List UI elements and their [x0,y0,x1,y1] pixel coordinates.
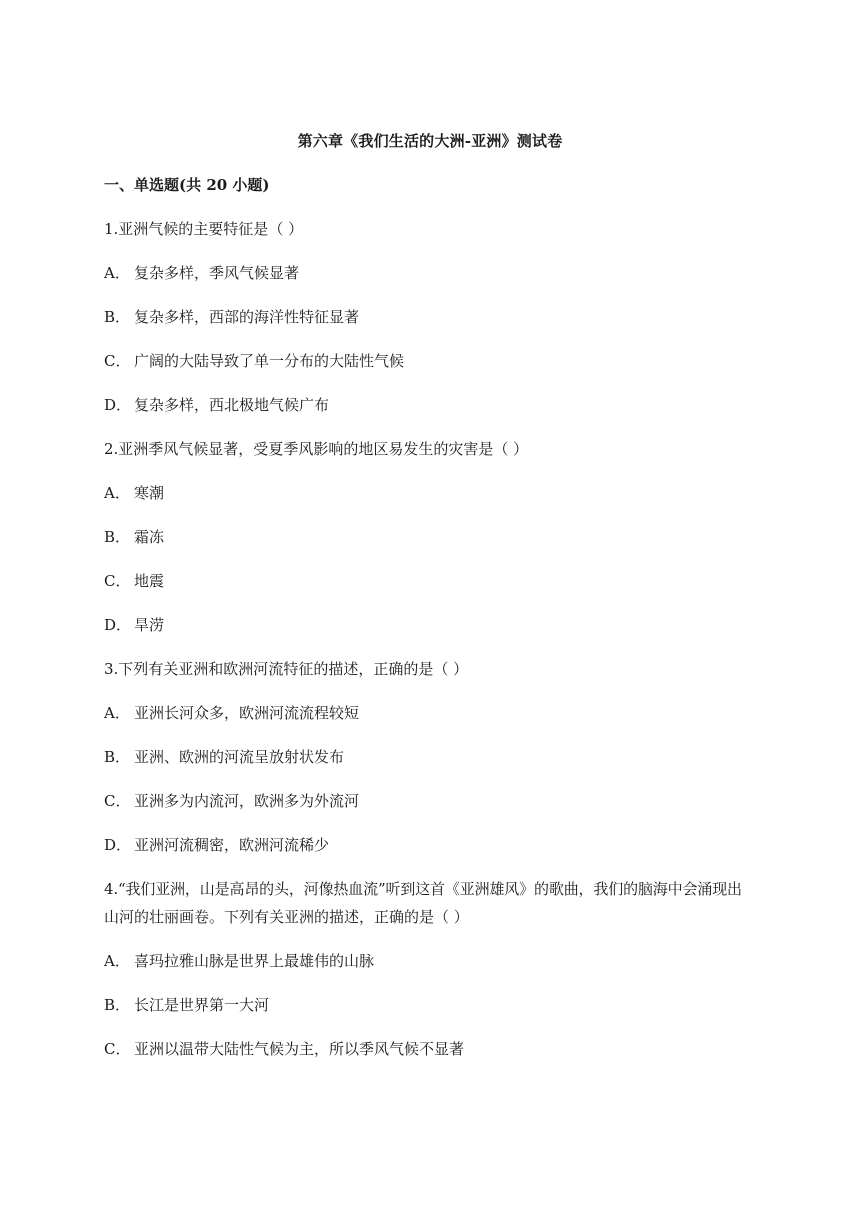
question-3-option-b [104,747,344,767]
question-1-option-d [104,395,329,415]
option-label: A． [104,264,130,282]
option-text: 亚洲以温带大陆性气候为主，所以季风气候不显著 [134,1040,465,1058]
question-4-option-b [104,995,269,1015]
option-text: 地震 [134,572,165,590]
option-text: 旱涝 [134,616,165,634]
question-4-option-c [104,1039,464,1059]
option-label: B． [104,308,131,326]
option-text: 亚洲河流稠密，欧洲河流稀少 [134,836,330,854]
option-text: 寒潮 [134,484,165,502]
option-text: 亚洲、欧洲的河流呈放射状发布 [134,748,345,766]
question-4-stem-line-1: 4.“我们亚洲，山是高昂的头，河像热血流”听到这首《亚洲雄风》的歌曲，我们的脑海中会涌现出 [104,880,742,898]
option-text: 广阔的大陆导致了单一分布的大陆性气候 [134,352,405,370]
question-4-stem-line-2: 山河的壮丽画卷。下列有关亚洲的描述，正确的是（ ） [104,908,469,926]
question-1-option-c [104,351,404,371]
option-text: 复杂多样，西部的海洋性特征显著 [134,308,360,326]
option-label: C． [104,792,131,810]
option-label: B． [104,748,131,766]
option-text: 喜玛拉雅山脉是世界上最雄伟的山脉 [134,952,375,970]
section-heading: 一、单选题(共 20 小题) [104,176,270,194]
option-label: C． [104,572,131,590]
option-label: D． [104,836,132,854]
question-2-option-b [104,527,164,547]
option-label: A． [104,484,130,502]
question-3-option-a [104,703,359,723]
question-2-option-d [104,615,164,635]
option-text: 霜冻 [134,528,165,546]
option-label: C． [104,1040,131,1058]
question-1-option-a [104,263,299,283]
option-label: A． [104,704,130,722]
question-2-option-a [104,483,164,503]
option-text: 复杂多样，季风气候显著 [134,264,300,282]
option-text: 亚洲长河众多，欧洲河流流程较短 [134,704,360,722]
option-label: D． [104,616,132,634]
option-text: 亚洲多为内流河，欧洲多为外流河 [134,792,360,810]
question-3-option-c [104,791,359,811]
option-text: 复杂多样，西北极地气候广布 [134,396,330,414]
question-3-stem: 3.下列有关亚洲和欧洲河流特征的描述，正确的是（ ） [104,660,469,678]
question-2-stem: 2.亚洲季风气候显著，受夏季风影响的地区易发生的灾害是（ ） [104,440,529,458]
question-1-option-b [104,307,359,327]
document-title: 第六章《我们生活的大洲-亚洲》测试卷 [297,132,563,150]
option-label: C． [104,352,131,370]
option-text: 长江是世界第一大河 [134,996,270,1014]
option-label: B． [104,528,131,546]
question-4-option-a [104,951,374,971]
question-3-option-d [104,835,329,855]
option-label: D． [104,396,132,414]
option-label: B． [104,996,131,1014]
option-label: A． [104,952,130,970]
question-2-option-c [104,571,164,591]
question-1-stem: 1.亚洲气候的主要特征是（ ） [104,220,304,238]
